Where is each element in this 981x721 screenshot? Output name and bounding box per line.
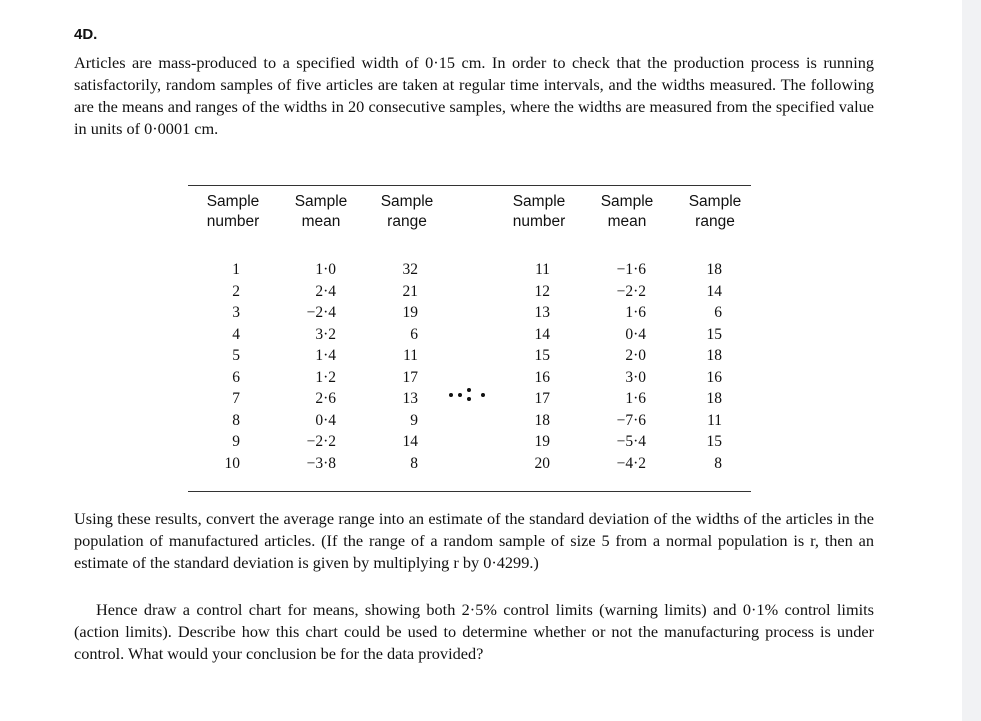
table-cell: −2·4 — [306, 304, 336, 321]
table-cell: 21 — [402, 282, 418, 300]
table-cell: 15 — [534, 347, 550, 364]
table-cell: 14 — [402, 433, 418, 450]
table-cell: 11 — [403, 347, 418, 364]
table-cell: 13 — [402, 390, 418, 407]
table-cell: 17 — [534, 390, 550, 407]
table-cell: 6 — [714, 304, 722, 321]
table-cell: 1·6 — [625, 390, 646, 407]
problem-number: 4D. — [74, 26, 98, 43]
table-cell: 1·2 — [315, 368, 336, 386]
table-bottom-rule — [188, 491, 751, 492]
table-cell: 17 — [402, 368, 418, 386]
table-cell: 1·0 — [315, 261, 336, 278]
table-cell: 8 — [714, 454, 722, 472]
column-sample-range-right — [682, 259, 722, 474]
table-cell: 15 — [706, 325, 722, 343]
table-cell: 18 — [706, 390, 722, 407]
table-cell: 11 — [707, 411, 722, 429]
table-cell: 5 — [232, 347, 240, 364]
table-cell: 11 — [535, 261, 550, 278]
table-cell: 10 — [224, 454, 240, 472]
table-cell: −4·2 — [616, 454, 646, 472]
table-cell: 1·4 — [315, 347, 336, 364]
header-sample-range-right: Sample range — [688, 193, 742, 230]
table-cell: 18 — [706, 347, 722, 364]
header-sample-range-left: Sample range — [380, 193, 434, 230]
table-cell: 12 — [534, 282, 550, 300]
table-cell: 20 — [534, 454, 550, 472]
table-cell: 16 — [534, 368, 550, 386]
header-sample-number-left: Sample number — [206, 193, 260, 230]
table-cell: 0·4 — [625, 325, 646, 343]
table-cell: −3·8 — [306, 454, 336, 472]
table-cell: 14 — [534, 325, 550, 343]
table-cell: 19 — [402, 304, 418, 321]
table-cell: 9 — [410, 411, 418, 429]
table-cell: 8 — [232, 411, 240, 429]
table-cell: −2·2 — [306, 433, 336, 450]
table-cell: 18 — [534, 411, 550, 429]
table-cell: −2·2 — [616, 282, 646, 300]
table-top-rule — [188, 185, 751, 186]
table-cell: 6 — [410, 325, 418, 343]
table-cell: 3 — [232, 304, 240, 321]
table-cell: 7 — [232, 390, 240, 407]
table-cell: 6 — [232, 368, 240, 386]
table-cell: 16 — [706, 368, 722, 386]
table-cell: 3·0 — [625, 368, 646, 386]
question-paragraph-2: Hence draw a control chart for means, showing both 2·5% control limits (warning limits) and 0·1% control limits (action limits). Describe how this chart could be used to determine whether or not the manufacturing process is under control. What would your conclusion be for the data provided? — [74, 600, 874, 663]
table-cell: 2 — [232, 282, 240, 300]
table-cell: −5·4 — [616, 433, 646, 450]
table-cell: −1·6 — [616, 261, 646, 278]
table-cell: 19 — [534, 433, 550, 450]
table-cell: 15 — [706, 433, 722, 450]
column-sample-range-left — [370, 259, 418, 474]
table-cell: −7·6 — [616, 411, 646, 429]
header-sample-mean-right: Sample mean — [600, 193, 654, 230]
column-sample-number-left — [200, 259, 240, 474]
table-cell: 1 — [232, 261, 240, 278]
table-cell: 4 — [232, 325, 240, 343]
column-sample-mean-right — [584, 259, 646, 474]
table-cell: 14 — [706, 282, 722, 300]
table-cell: 1·6 — [625, 304, 646, 321]
column-sample-number-right — [510, 259, 550, 474]
table-cell: 2·0 — [625, 347, 646, 364]
column-separator-dots — [448, 386, 490, 404]
problem-intro: Articles are mass-produced to a specified width of 0·15 cm. In order to check that the production process is running satisfactorily, random samples of five articles are taken at regular time intervals, and the widths measured. The following are the means and ranges of the widths in 20 consecutive samples, where the widths are measured from the specified value in units of 0·0001 cm. — [74, 53, 874, 138]
header-sample-mean-left: Sample mean — [294, 193, 348, 230]
table-cell: 32 — [402, 261, 418, 278]
table-cell: 13 — [534, 304, 550, 321]
table-cell: 3·2 — [315, 325, 336, 343]
table-cell: 8 — [410, 454, 418, 472]
question-paragraph-1: Using these results, convert the average range into an estimate of the standard deviation of the widths of the articles in the population of manufactured articles. (If the range of a random sample of size 5 from a normal population is r, then an estimate of the standard deviation is given by multiplying r by 0·4299.) — [74, 509, 874, 572]
table-cell: 0·4 — [315, 411, 336, 429]
column-sample-mean-left — [270, 259, 336, 474]
table-cell: 18 — [706, 261, 722, 278]
table-cell: 2·6 — [315, 390, 336, 407]
scrollbar-track[interactable] — [962, 0, 981, 721]
table-cell: 9 — [232, 433, 240, 450]
table-cell: 2·4 — [315, 282, 336, 300]
header-sample-number-right: Sample number — [512, 193, 566, 230]
